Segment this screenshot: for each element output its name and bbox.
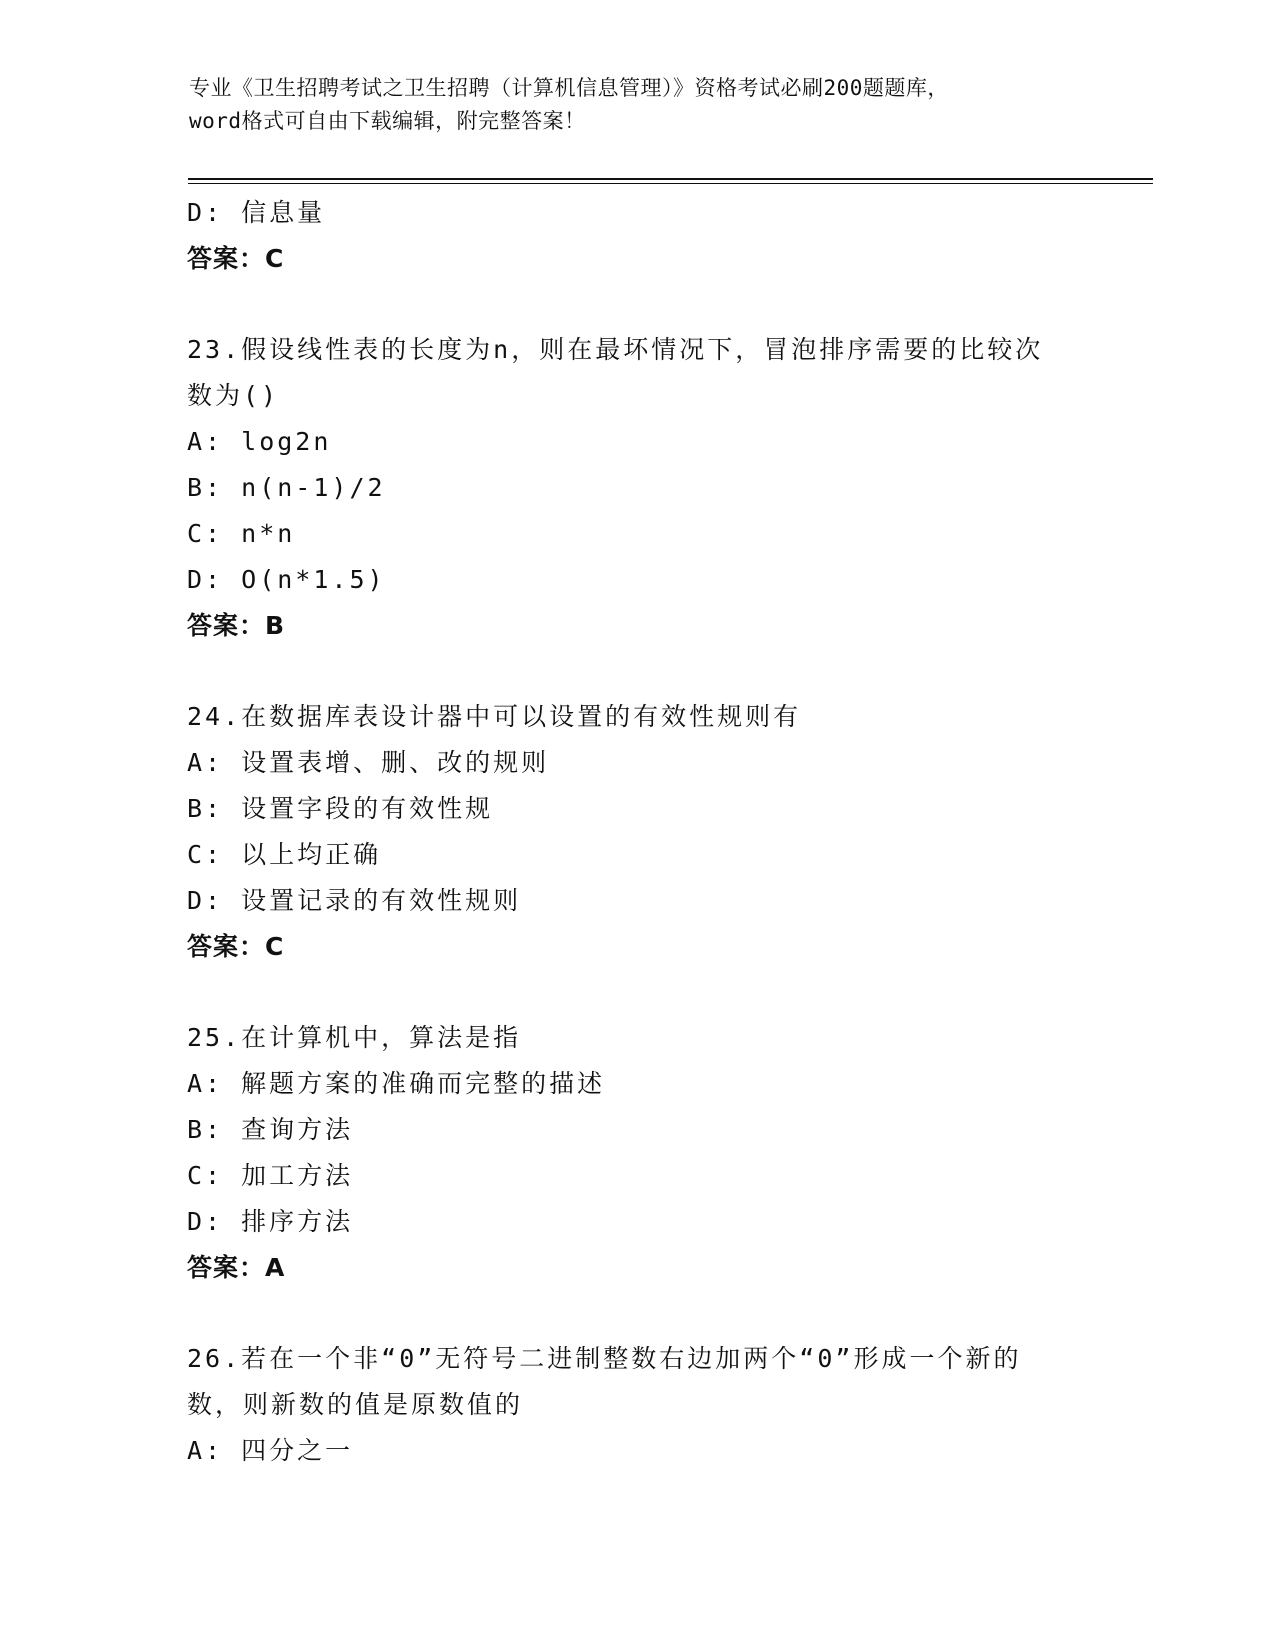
option-d: D: O(n*1.5) [187,565,386,594]
option-a: A: 解题方案的准确而完整的描述 [187,1069,606,1098]
option-b: B: 查询方法 [187,1115,354,1144]
option-a: A: 设置表增、删、改的规则 [187,748,550,777]
header-title-line1: 专业《卫生招聘考试之卫生招聘（计算机信息管理）》资格考试必刷200题题库， [189,76,949,100]
question-23 [187,327,1087,649]
option-a: A: log2n [187,427,332,456]
option-d: D: 排序方法 [187,1207,354,1236]
question-text: 23.假设线性表的长度为n，则在最坏情况下，冒泡排序需要的比较次 [187,335,1044,364]
question-text-continued: 数为() [187,381,280,410]
option-c: C: 加工方法 [187,1161,354,1190]
answer-label: 答案：C [187,932,285,961]
option-b: B: n(n-1)/2 [187,473,386,502]
document-header [189,72,1089,138]
question-text: 25.在计算机中，算法是指 [187,1023,522,1052]
question-list [187,190,1087,1474]
question-25 [187,1015,1087,1291]
question-text-continued: 数，则新数的值是原数值的 [187,1390,524,1419]
question-text: 24.在数据库表设计器中可以设置的有效性规则有 [187,702,802,731]
option-c: C: n*n [187,519,296,548]
question-24 [187,694,1087,970]
header-divider-thin [188,183,1153,184]
header-title-line2: word格式可自由下载编辑，附完整答案！ [189,109,586,133]
option-d: D: 信息量 [187,198,326,227]
option-b: B: 设置字段的有效性规 [187,794,494,823]
question-26 [187,1336,1087,1474]
question-text: 26.若在一个非“0”无符号二进制整数右边加两个“0”形成一个新的 [187,1344,1022,1373]
option-c: C: 以上均正确 [187,840,382,869]
option-d: D: 设置记录的有效性规则 [187,886,522,915]
answer-label: 答案：C [187,244,285,273]
previous-question-tail [187,190,1087,282]
answer-label: 答案：B [187,611,286,640]
answer-label: 答案：A [187,1253,286,1282]
header-divider-thick [188,178,1153,180]
option-a: A: 四分之一 [187,1436,354,1465]
